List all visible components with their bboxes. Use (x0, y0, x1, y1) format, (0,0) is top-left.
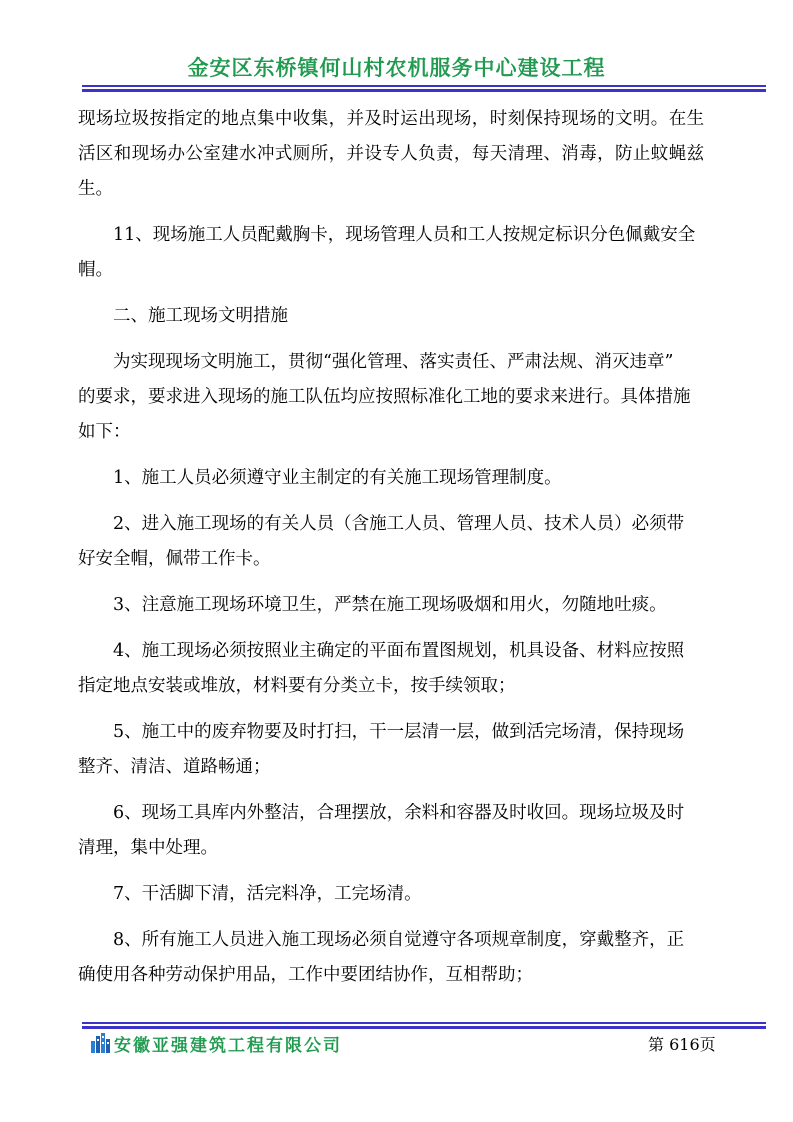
list-item-continuation: 确使用各种劳动保护用品，工作中要团结协作，互相帮助； (78, 965, 533, 985)
paragraph-line: 11、现场施工人员配戴胸卡，现场管理人员和工人按规定标识分色佩戴安全 (113, 225, 696, 245)
header-rule-thin (82, 85, 766, 87)
list-item-continuation: 好安全帽，佩带工作卡。 (78, 549, 271, 569)
list-item-continuation: 整齐、清洁、道路畅通； (78, 757, 271, 777)
page-number: 第 616页 (648, 1035, 716, 1054)
list-item: 1、施工人员必须遵守业主制定的有关施工现场管理制度。 (113, 468, 562, 488)
footer-rule-thick (82, 1026, 766, 1029)
list-item: 7、干活脚下清，活完料净，工完场清。 (113, 884, 422, 904)
paragraph-line: 帽。 (78, 260, 113, 280)
document-body (78, 102, 718, 993)
document-title: 金安区东桥镇何山村农机服务中心建设工程 (187, 56, 606, 80)
list-item: 5、施工中的废弃物要及时打扫，干一层清一层，做到活完场清，保持现场 (113, 722, 685, 742)
building-logo-icon (90, 1032, 112, 1054)
list-item: 2、进入施工现场的有关人员（含施工人员、管理人员、技术人员）必须带 (113, 514, 685, 534)
paragraph-line: 为实现现场文明施工，贯彻“强化管理、落实责任、严肃法规、消灭违章” (113, 352, 674, 372)
paragraph-line: 生。 (78, 179, 113, 199)
section-heading: 二、施工现场文明措施 (113, 306, 288, 326)
header-rule-thick (82, 89, 766, 92)
paragraph-line: 的要求，要求进入现场的施工队伍均应按照标准化工地的要求来进行。具体措施 (78, 387, 691, 407)
paragraph-line: 现场垃圾按指定的地点集中收集，并及时运出现场，时刻保持现场的文明。在生 (78, 109, 705, 129)
paragraph-line: 如下： (78, 422, 131, 442)
list-item: 6、现场工具库内外整洁，合理摆放，余料和容器及时收回。现场垃圾及时 (113, 803, 685, 823)
list-item: 4、施工现场必须按照业主确定的平面布置图规划，机具设备、材料应按照 (113, 641, 685, 661)
paragraph-line: 活区和现场办公室建水冲式厕所，并设专人负责，每天清理、消毒，防止蚊蝇兹 (78, 144, 705, 164)
list-item: 8、所有施工人员进入施工现场必须自觉遵守各项规章制度，穿戴整齐，正 (113, 930, 685, 950)
footer-rule-thin (82, 1022, 766, 1024)
list-item-continuation: 清理，集中处理。 (78, 838, 218, 858)
list-item: 3、注意施工现场环境卫生，严禁在施工现场吸烟和用火，勿随地吐痰。 (113, 595, 667, 615)
company-name: 安徽亚强建筑工程有限公司 (114, 1036, 342, 1056)
list-item-continuation: 指定地点安装或堆放，材料要有分类立卡，按手续领取； (78, 676, 516, 696)
